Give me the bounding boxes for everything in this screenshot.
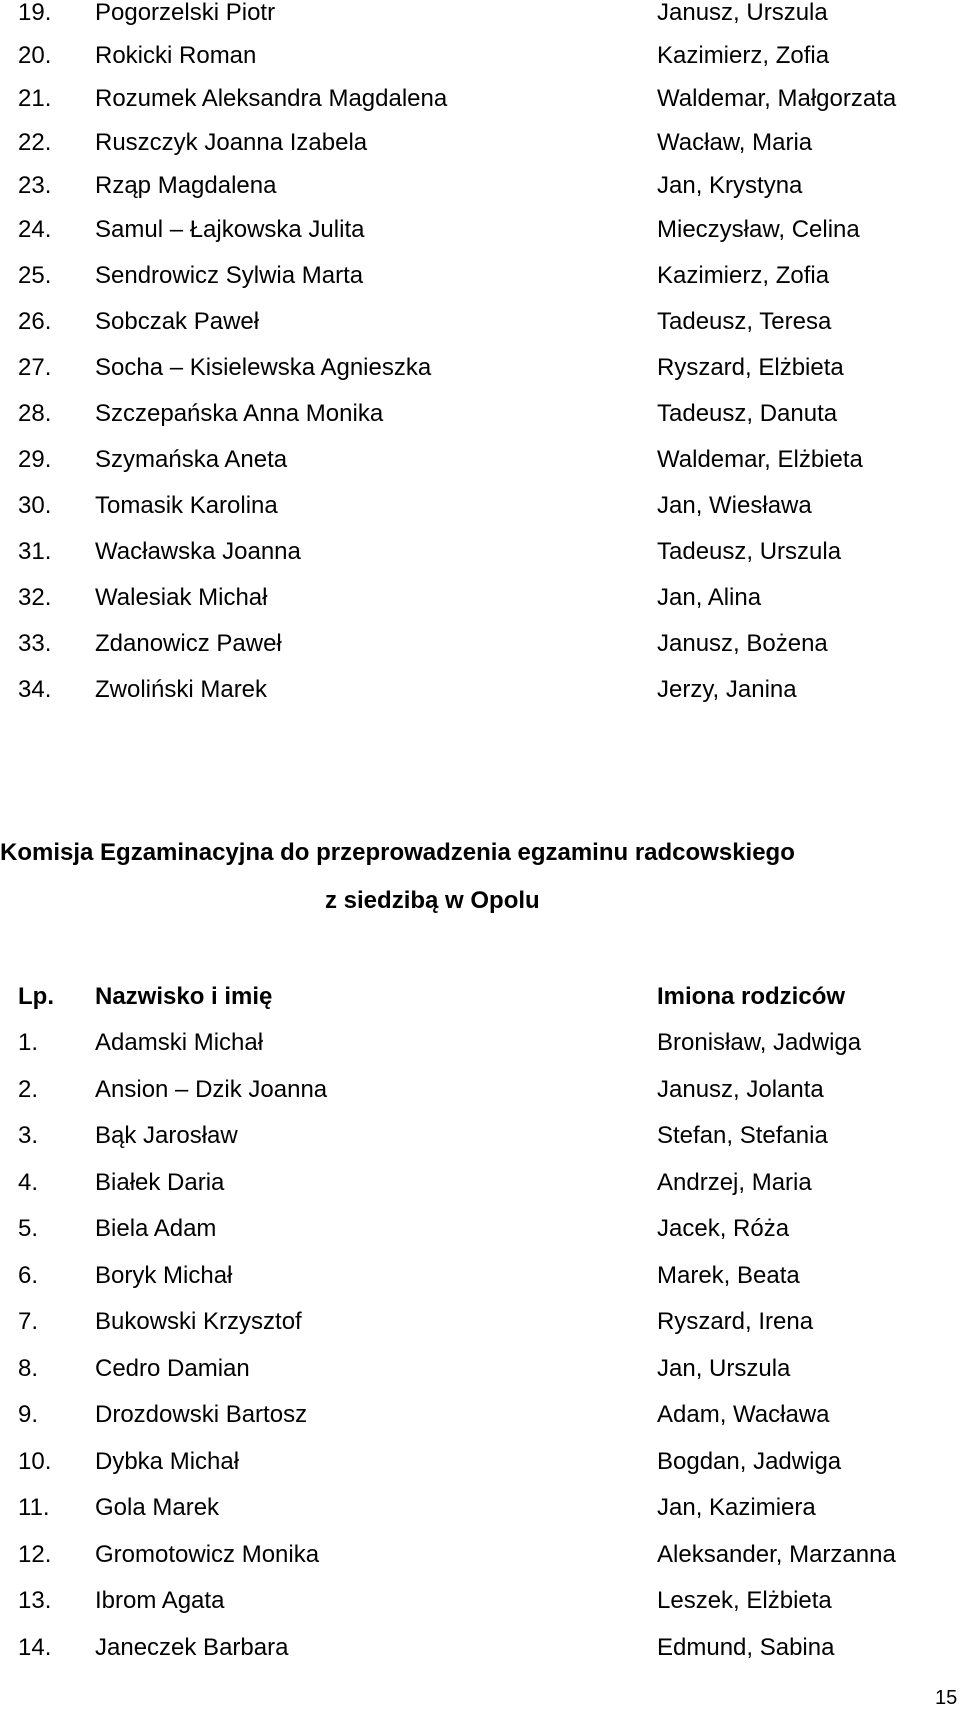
entry-parents: Edmund, Sabina — [657, 1634, 835, 1661]
entry-number: 10. — [18, 1448, 52, 1475]
header-name: Nazwisko i imię — [95, 983, 273, 1010]
entry-name: Sobczak Paweł — [95, 308, 260, 335]
entry-name: Pogorzelski Piotr — [95, 0, 276, 26]
entry-parents: Jan, Wiesława — [657, 492, 812, 519]
entry-number: 34. — [18, 676, 52, 703]
entry-number: 12. — [18, 1541, 52, 1568]
list-item — [0, 582, 960, 614]
entry-name: Cedro Damian — [95, 1355, 250, 1382]
entry-parents: Ryszard, Irena — [657, 1308, 814, 1335]
entry-parents: Mieczysław, Celina — [657, 216, 860, 243]
entry-name: Janeczek Barbara — [95, 1634, 289, 1661]
entry-parents: Janusz, Bożena — [657, 630, 828, 657]
entry-number: 5. — [18, 1215, 39, 1242]
entry-number: 26. — [18, 308, 52, 335]
entry-name: Białek Daria — [95, 1169, 225, 1196]
entry-name: Adamski Michał — [95, 1029, 264, 1056]
entry-name: Ruszczyk Joanna Izabela — [95, 129, 368, 156]
entry-number: 14. — [18, 1634, 52, 1661]
list-item — [0, 214, 960, 246]
entry-parents: Andrzej, Maria — [657, 1169, 812, 1196]
list-item — [0, 490, 960, 522]
list-item — [0, 1585, 960, 1617]
entry-number: 9. — [18, 1401, 39, 1428]
entry-number: 2. — [18, 1076, 39, 1103]
list-item — [0, 1213, 960, 1245]
entry-name: Gola Marek — [95, 1494, 220, 1521]
list-item — [0, 536, 960, 568]
entry-number: 28. — [18, 400, 52, 427]
entry-name: Sendrowicz Sylwia Marta — [95, 262, 364, 289]
list-item — [0, 260, 960, 292]
list-item — [0, 1260, 960, 1292]
entry-number: 22. — [18, 129, 52, 156]
header-number: Lp. — [18, 983, 54, 1010]
entry-parents: Adam, Wacława — [657, 1401, 830, 1428]
entry-number: 4. — [18, 1169, 39, 1196]
entry-name: Socha – Kisielewska Agnieszka — [95, 354, 432, 381]
entry-number: 33. — [18, 630, 52, 657]
entry-parents: Bronisław, Jadwiga — [657, 1029, 862, 1056]
entry-number: 7. — [18, 1308, 39, 1335]
entry-name: Wacławska Joanna — [95, 538, 301, 565]
list-item — [0, 0, 960, 29]
entry-name: Boryk Michał — [95, 1262, 233, 1289]
entry-parents: Janusz, Urszula — [657, 0, 828, 26]
entry-number: 29. — [18, 446, 52, 473]
list-item — [0, 83, 960, 115]
entry-parents: Jan, Alina — [657, 584, 762, 611]
header-parents: Imiona rodziców — [657, 983, 846, 1010]
entry-number: 13. — [18, 1587, 52, 1614]
entry-parents: Janusz, Jolanta — [657, 1076, 824, 1103]
entry-name: Dybka Michał — [95, 1448, 240, 1475]
entry-name: Zwoliński Marek — [95, 676, 268, 703]
entry-name: Rozumek Aleksandra Magdalena — [95, 85, 448, 112]
entry-number: 31. — [18, 538, 52, 565]
list-item — [0, 1446, 960, 1478]
list-item — [0, 1306, 960, 1338]
entry-number: 21. — [18, 85, 52, 112]
list-item — [0, 1167, 960, 1199]
entry-number: 23. — [18, 172, 52, 199]
list-item — [0, 127, 960, 159]
entry-parents: Aleksander, Marzanna — [657, 1541, 896, 1568]
entry-name: Szczepańska Anna Monika — [95, 400, 384, 427]
entry-name: Rząp Magdalena — [95, 172, 277, 199]
list-item — [0, 444, 960, 476]
list-item — [0, 40, 960, 72]
entry-name: Zdanowicz Paweł — [95, 630, 282, 657]
entry-parents: Ryszard, Elżbieta — [657, 354, 844, 381]
entry-parents: Tadeusz, Teresa — [657, 308, 832, 335]
list-item — [0, 1074, 960, 1106]
entry-name: Tomasik Karolina — [95, 492, 278, 519]
entry-parents: Bogdan, Jadwiga — [657, 1448, 842, 1475]
list-item — [0, 628, 960, 660]
list-item — [0, 170, 960, 202]
entry-parents: Jan, Urszula — [657, 1355, 791, 1382]
list-item — [0, 352, 960, 384]
entry-number: 6. — [18, 1262, 39, 1289]
entry-name: Bąk Jarosław — [95, 1122, 238, 1149]
entry-number: 30. — [18, 492, 52, 519]
list-item — [0, 1632, 960, 1664]
entry-parents: Leszek, Elżbieta — [657, 1587, 832, 1614]
entry-number: 8. — [18, 1355, 39, 1382]
entry-name: Rokicki Roman — [95, 42, 257, 69]
entry-parents: Jan, Kazimiera — [657, 1494, 816, 1521]
entry-parents: Marek, Beata — [657, 1262, 800, 1289]
entry-name: Gromotowicz Monika — [95, 1541, 320, 1568]
entry-number: 25. — [18, 262, 52, 289]
entry-number: 27. — [18, 354, 52, 381]
entry-name: Drozdowski Bartosz — [95, 1401, 308, 1428]
entry-name: Bukowski Krzysztof — [95, 1308, 302, 1335]
list-item — [0, 1492, 960, 1524]
entry-number: 19. — [18, 0, 52, 26]
entry-parents: Kazimierz, Zofia — [657, 262, 830, 289]
entry-number: 3. — [18, 1122, 39, 1149]
entry-parents: Waldemar, Małgorzata — [657, 85, 897, 112]
entry-parents: Waldemar, Elżbieta — [657, 446, 863, 473]
entry-parents: Tadeusz, Urszula — [657, 538, 842, 565]
list-item — [0, 1399, 960, 1431]
list-item — [0, 674, 960, 706]
list-item — [0, 1353, 960, 1385]
entry-parents: Jan, Krystyna — [657, 172, 803, 199]
list-item — [0, 398, 960, 430]
entry-name: Ibrom Agata — [95, 1587, 225, 1614]
entry-parents: Wacław, Maria — [657, 129, 813, 156]
entry-parents: Tadeusz, Danuta — [657, 400, 838, 427]
list-item — [0, 1027, 960, 1059]
entry-parents: Kazimierz, Zofia — [657, 42, 830, 69]
page-number: 15 — [935, 1687, 958, 1709]
entry-number: 24. — [18, 216, 52, 243]
list-item — [0, 1120, 960, 1152]
entry-name: Szymańska Aneta — [95, 446, 288, 473]
entry-number: 1. — [18, 1029, 39, 1056]
entry-name: Samul – Łajkowska Julita — [95, 216, 365, 243]
entry-number: 20. — [18, 42, 52, 69]
list-item — [0, 1539, 960, 1571]
entry-name: Walesiak Michał — [95, 584, 268, 611]
entry-number: 32. — [18, 584, 52, 611]
section-title-line1: Komisja Egzaminacyjna do przeprowadzenia egzaminu radcowskiego — [0, 839, 795, 866]
entry-parents: Jacek, Róża — [657, 1215, 790, 1242]
table-header — [0, 981, 960, 1013]
entry-number: 11. — [18, 1494, 50, 1521]
entry-parents: Stefan, Stefania — [657, 1122, 828, 1149]
entry-name: Biela Adam — [95, 1215, 217, 1242]
list-item — [0, 306, 960, 338]
entry-name: Ansion – Dzik Joanna — [95, 1076, 328, 1103]
entry-parents: Jerzy, Janina — [657, 676, 797, 703]
section-title-line2: z siedzibą w Opolu — [325, 887, 540, 914]
